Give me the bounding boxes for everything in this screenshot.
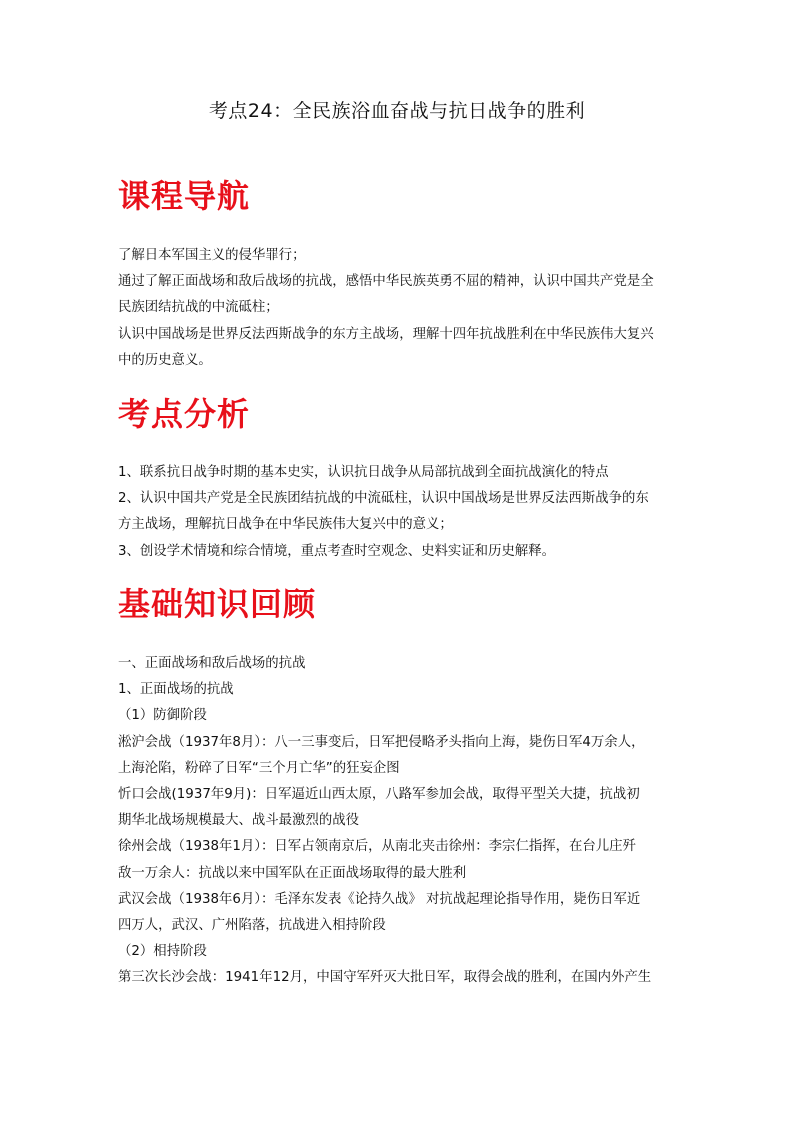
section-heading-navigation: 课程导航 <box>118 177 251 215</box>
text-line: 中的历史意义。 <box>118 352 212 368</box>
analysis-paragraph <box>118 460 678 565</box>
text-line: 3、创设学术情境和综合情境，重点考查时空观念、史料实证和历史解释。 <box>118 543 556 559</box>
document-title: 考点24：全民族浴血奋战与抗日战争的胜利 <box>208 100 586 122</box>
text-line: 武汉会战（1938年6月）：毛泽东发表《论持久战》 对抗战起理论指导作用，毙伤日军近 <box>118 891 641 907</box>
section-heading-review: 基础知识回顾 <box>118 585 317 623</box>
text-line: 通过了解正面战场和敌后战场的抗战，感悟中华民族英勇不屈的精神，认识中国共产党是全 <box>118 274 654 290</box>
text-line: 方主战场，理解抗日战争在中华民族伟大复兴中的意义； <box>118 517 453 533</box>
text-line: 认识中国战场是世界反法西斯战争的东方主战场，理解十四年抗战胜利在中华民族伟大复兴 <box>118 326 654 342</box>
text-line: 四万人，武汉、广州陷落，抗战进入相持阶段 <box>118 917 386 933</box>
text-line: 徐州会战（1938年1月）：日军占领南京后，从南北夹击徐州：李宗仁指挥，在台儿庄歼 <box>118 839 636 855</box>
text-line: （1）防御阶段 <box>118 708 207 724</box>
text-line: 1、联系抗日战争时期的基本史实，认识抗日战争从局部抗战到全面抗战演化的特点 <box>118 465 609 480</box>
review-paragraph <box>118 651 678 991</box>
text-line: 1、正面战场的抗战 <box>118 682 234 698</box>
text-line: 民族团结抗战的中流砥柱； <box>118 300 279 316</box>
text-line: 了解日本军国主义的侵华罪行； <box>118 248 306 263</box>
text-line: 期华北战场规模最大、战斗最激烈的战役 <box>118 813 360 829</box>
text-line: 忻口会战(1937年9月)：日军逼近山西太原，八路军参加会战，取得平型关大捷，抗战初 <box>118 786 640 802</box>
text-line: 2、认识中国共产党是全民族团结抗战的中流砥柱，认识中国战场是世界反法西斯战争的东 <box>118 491 649 507</box>
text-line: 上海沦陷，粉碎了日军“三个月亡华”的狂妄企图 <box>118 760 400 776</box>
section-heading-analysis: 考点分析 <box>118 395 251 433</box>
text-line: 敌一万余人：抗战以来中国军队在正面战场取得的最大胜利 <box>118 865 467 881</box>
text-line: （2）相持阶段 <box>118 944 207 960</box>
text-line: 第三次长沙会战：1941年12月，中国守军歼灭大批日军，取得会战的胜利，在国内外产生 <box>118 970 652 986</box>
text-line: 淞沪会战（1937年8月）：八一三事变后，日军把侵略矛头指向上海，毙伤日军4万余人， <box>118 734 645 750</box>
navigation-paragraph <box>118 243 678 374</box>
text-line: 一、正面战场和敌后战场的抗战 <box>118 656 306 671</box>
